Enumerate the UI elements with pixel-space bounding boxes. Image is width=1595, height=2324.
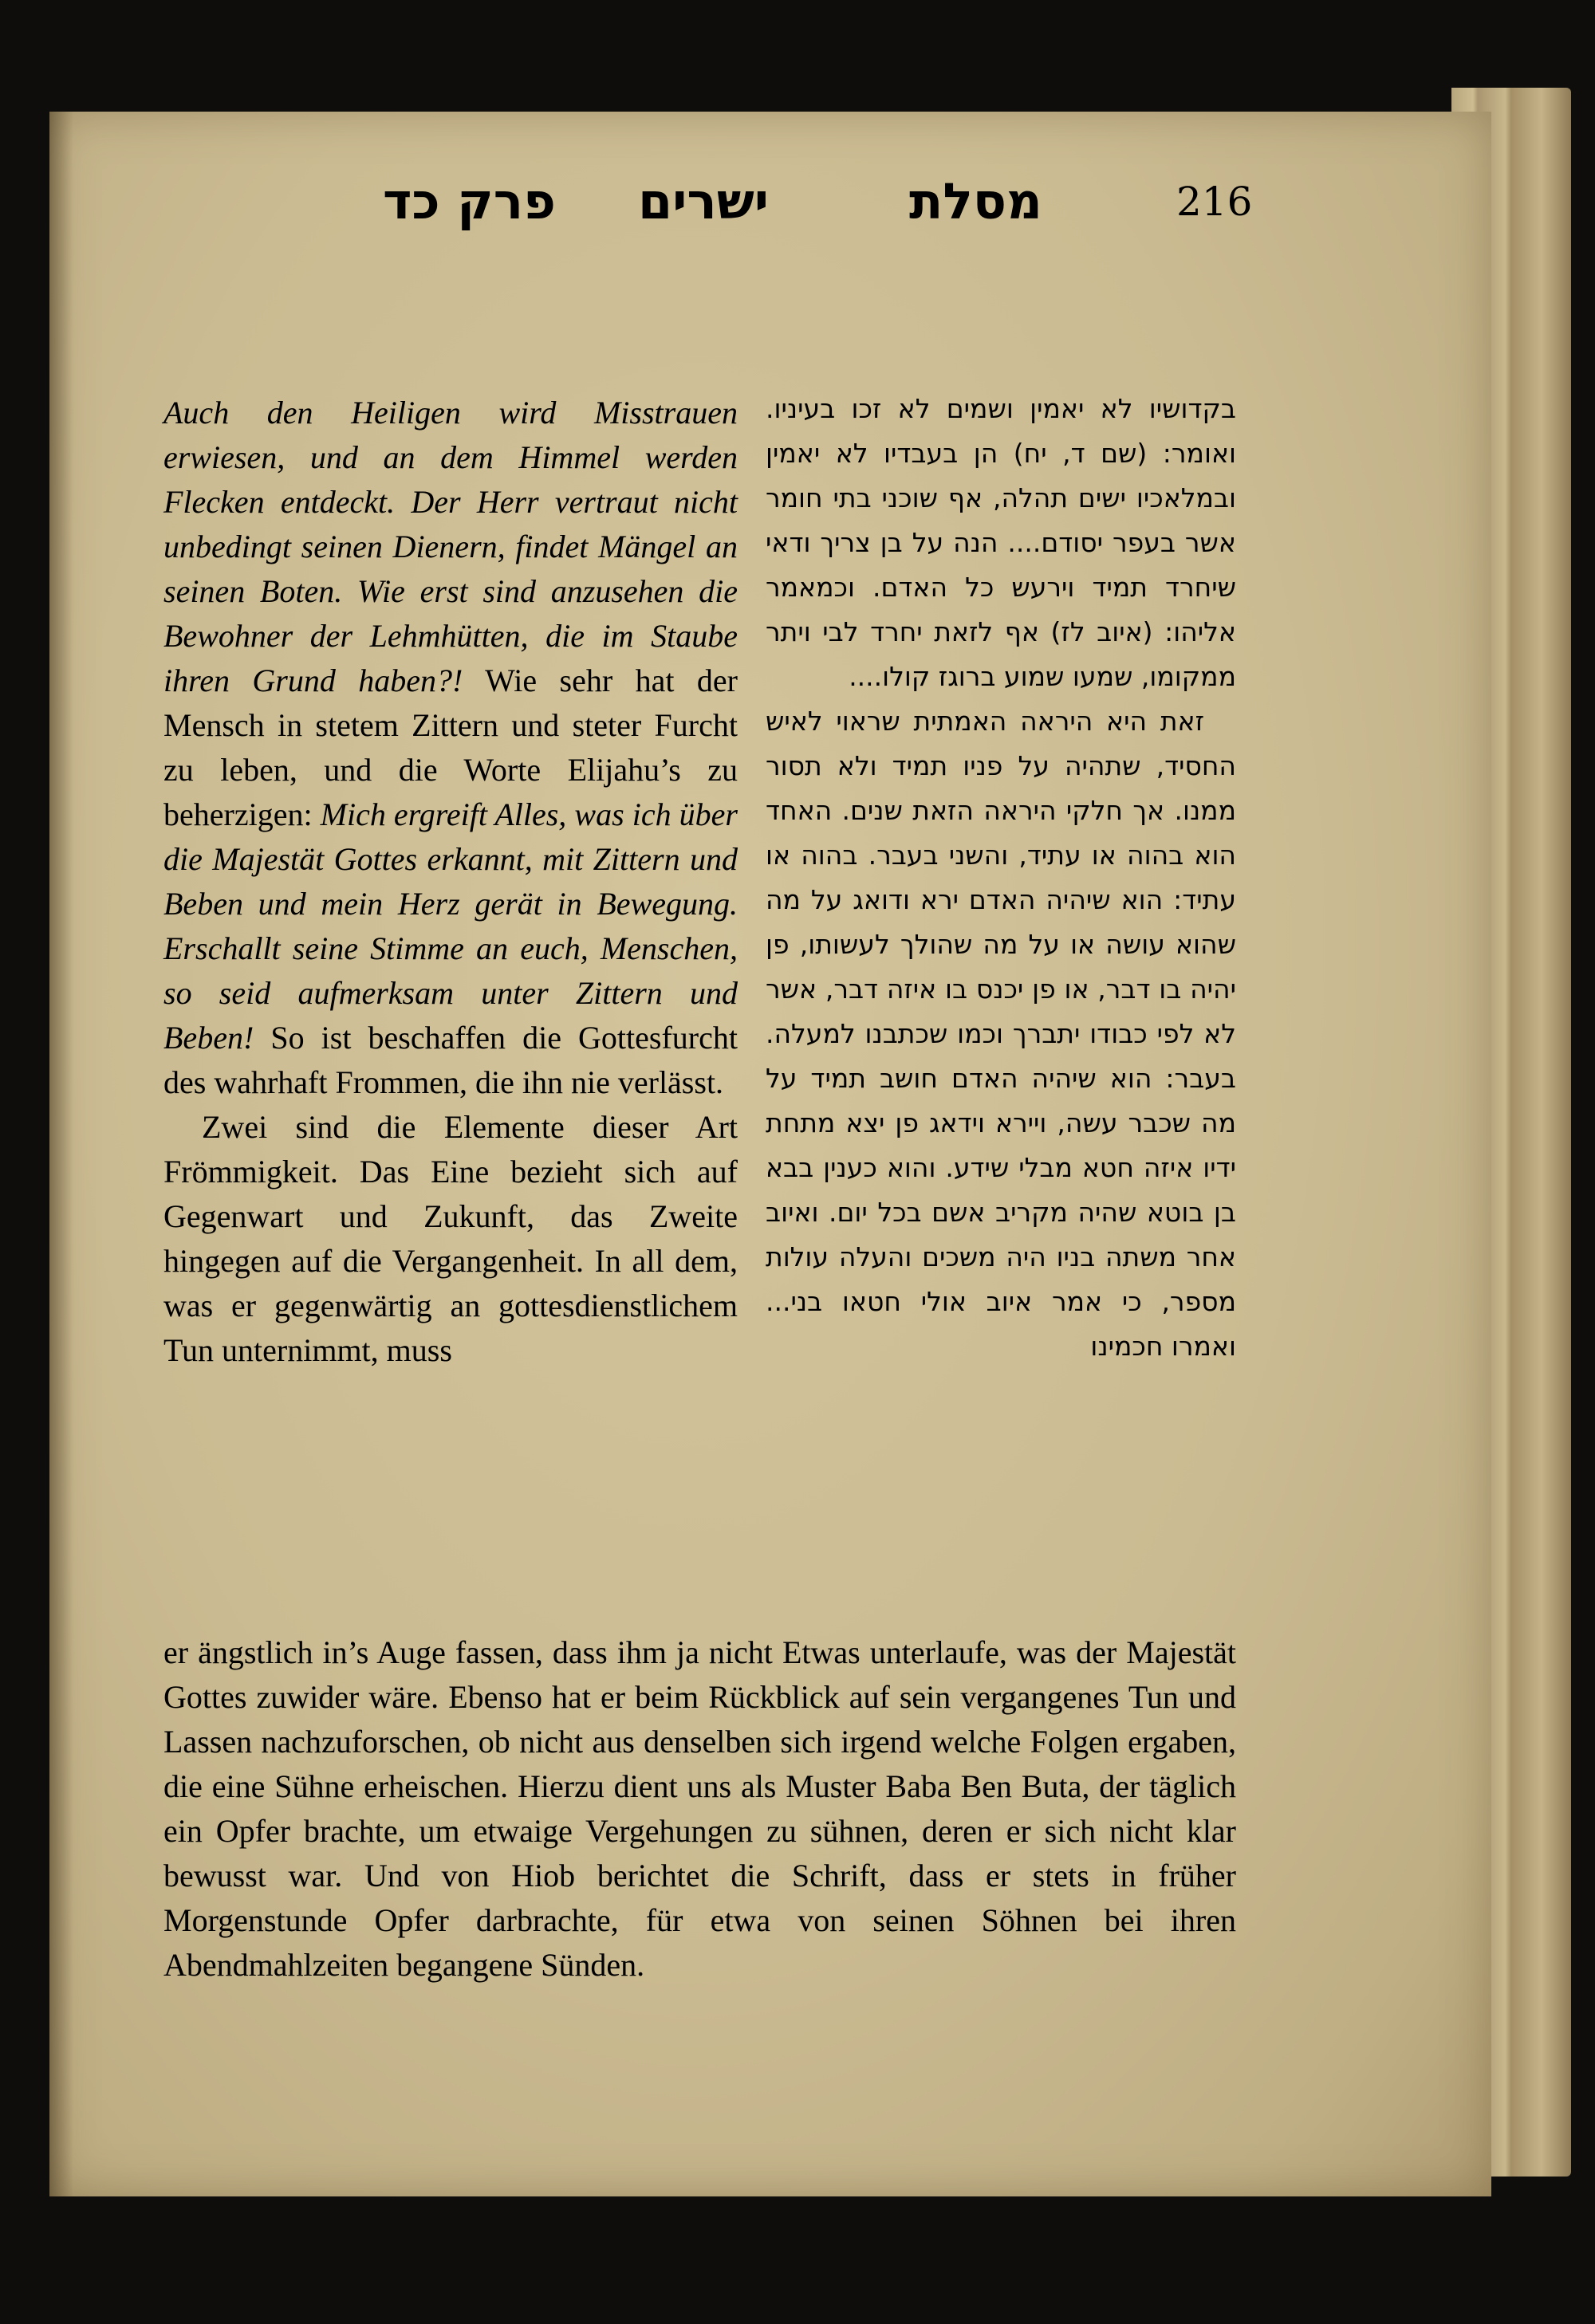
german-column [163,391,738,1373]
german-para-2: Zwei sind die Elemente dieser Art Frömmigkeit. Das Eine bezieht sich auf Gegenwart und Zukunft, das Zweite hingegen auf die Vergangenheit. In all dem, was er gegenwärtig an gottesdienstlichem Tun unternimmt, muss [163,1109,738,1368]
header-title-word1: מסלת [909,172,1042,230]
header-chapter: פרק כד [383,172,556,230]
running-header [319,172,1276,258]
header-title-word2: ישרים [638,172,770,230]
hebrew-column [766,387,1236,1369]
german-text-span: Auch den Heiligen wird Misstrauen erwiesen, und an dem Himmel werden Flecken entdeckt. Der Herr vertraut nicht unbedingt seinen Dienern, findet Mängel an seinen Boten. Wie erst sind anzusehen die Bewohner der Lehmhütten, die im Staube ihren Grund haben?! [163,395,738,698]
german-text-span: Wie sehr hat der Mensch in stetem Zittern und steter Furcht zu leben, und die Worte Elijahu’s zu beherzigen: [163,663,738,832]
german-bottom-para: er ängstlich in’s Auge fassen, dass ihm ja nicht Etwas unterlaufe, was der Majestät Gottes zuwider wäre. Ebenso hat er beim Rückblick auf sein vergangenes Tun und Lassen nachzuforschen, ob nicht aus denselben sich irgend welche Folgen ergaben, die eine Sühne erheischen. Hierzu dient uns als Muster Baba Ben Buta, der täglich ein Opfer brachte, um etwaige Vergehungen zu sühnen, deren er sich nicht klar bewusst war. Und von Hiob berichtet die Schrift, dass er stets in früher Morgenstunde Opfer darbrachte, für etwa von seinen Söhnen bei ihren Abendmahlzeiten begangene Sünden. [163,1634,1236,1983]
german-text-span: So ist beschaffen die Gottesfurcht des wahrhaft Frommen, die ihn nie verlässt. [163,1020,738,1100]
german-para-1 [163,391,738,1105]
page-number: 216 [1176,179,1253,225]
german-text-span: Mich ergreift Alles, was ich über die Majestät Gottes erkannt, mit Zittern und Beben und mein Herz gerät in Bewegung. Erschallt seine Stimme an euch, Menschen, so seid aufmerksam unter Zittern und Beben! [163,796,738,1056]
german-bottom-block [163,1630,1236,1988]
page-gutter-shadow [49,112,73,2196]
hebrew-para-2: זאת היא היראה האמתית שראוי לאיש החסיד, שתהיה על פניו תמיד ולא תסור ממנו. אך חלקי היראה הזאת שנים. האחד הוא בהוה או עתיד, והשני בעבר. בהוה או עתיד: הוא שיהיה האדם ירא ודואג על מה שהוא עושה או על מה שהולך לעשותו, פן יהיה בו דבר, או פן יכנס בו איזה דבר, אשר לא לפי כבודו יתברך וכמו שכתבנו למעלה. בעבר: הוא שיהיה האדם חושב תמיד על מה שכבר עשה, ויירא וידאג פן יצא מתחת ידיו איזה חטא מבלי שידע. והוא כענין בבא בן בוטא שהיה מקריב אשם בכל יום. ואיוב אחר משתה בניו היה משכים והעלה עולות מספר, כי אמר איוב אולי חטאו בני... ואמרו חכמינו [766,706,1236,1362]
hebrew-para-1: בקדושיו לא יאמין ושמים לא זכו בעיניו. ואומר: (שם ד, יח) הן בעבדיו לא יאמין ובמלאכיו ישים תהלה, אף שוכני בתי חומר אשר בעפר יסודם.... הנה על בן צריך ודאי שיחרד תמיד וירעש כל האדם. וכמאמר אליהו: (איוב לז) אף לזאת יחרד לבי ויתר ממקומו, שמעו שמוע ברוגז קולו.... [766,393,1236,692]
